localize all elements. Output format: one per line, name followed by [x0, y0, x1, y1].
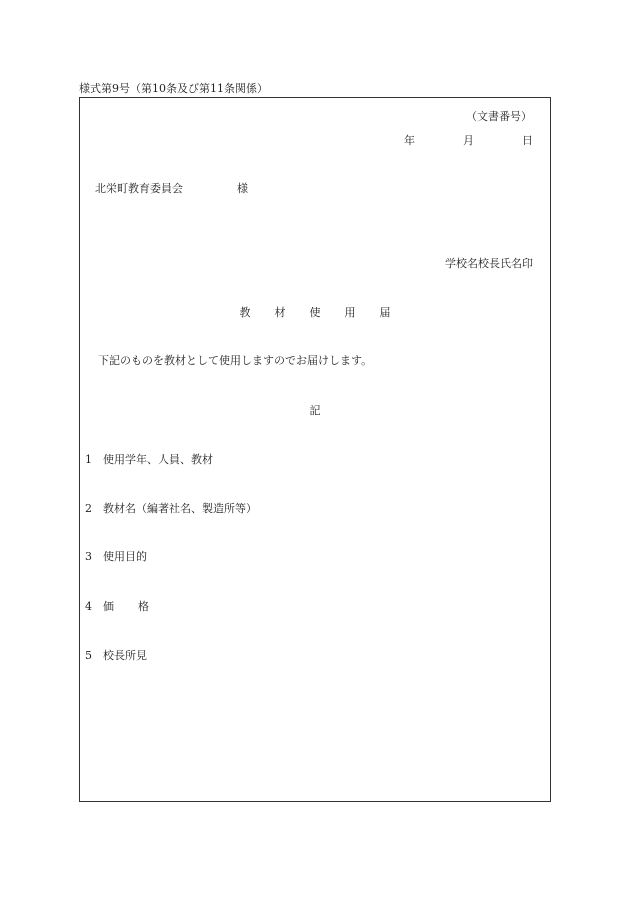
item-label: 教材名（編著社名、製造所等） [103, 502, 257, 515]
title-char: 用 [344, 306, 356, 319]
date-line [404, 132, 533, 148]
ki-heading: 記 [309, 404, 321, 417]
addressee: 北栄町教育委員会 [95, 182, 183, 195]
item-number: 1 [85, 453, 92, 466]
title-char: 届 [379, 306, 391, 319]
item-number: 5 [85, 649, 92, 662]
form-frame [79, 97, 551, 802]
title-char: 使 [309, 306, 321, 319]
addressee-honorific: 様 [237, 182, 248, 195]
item-number: 2 [85, 502, 92, 515]
item-label-part: 価 [103, 600, 114, 613]
item-number: 3 [85, 550, 92, 563]
item-label: 校長所見 [103, 649, 147, 662]
list-item [85, 598, 149, 614]
list-item [85, 548, 147, 564]
title-char: 教 [239, 306, 251, 319]
document-title [80, 304, 550, 320]
list-item [85, 500, 257, 516]
body-text: 下記のものを教材として使用しますのでお届けします。 [98, 354, 373, 367]
item-label-part: 格 [138, 600, 149, 613]
item-label: 使用学年、人員、教材 [103, 453, 213, 466]
date-year: 年 [404, 134, 415, 147]
item-number: 4 [85, 600, 92, 613]
sender-school-principal: 学校名校長氏名印 [445, 257, 533, 270]
item-label: 使用目的 [103, 550, 147, 563]
title-char: 材 [274, 306, 286, 319]
form-number: 様式第9号（第10条及び第11条関係） [79, 82, 268, 95]
document-number: （文書番号） [466, 110, 532, 123]
list-item [85, 451, 213, 467]
date-month: 月 [463, 134, 474, 147]
date-day: 日 [522, 134, 533, 147]
list-item [85, 647, 147, 663]
